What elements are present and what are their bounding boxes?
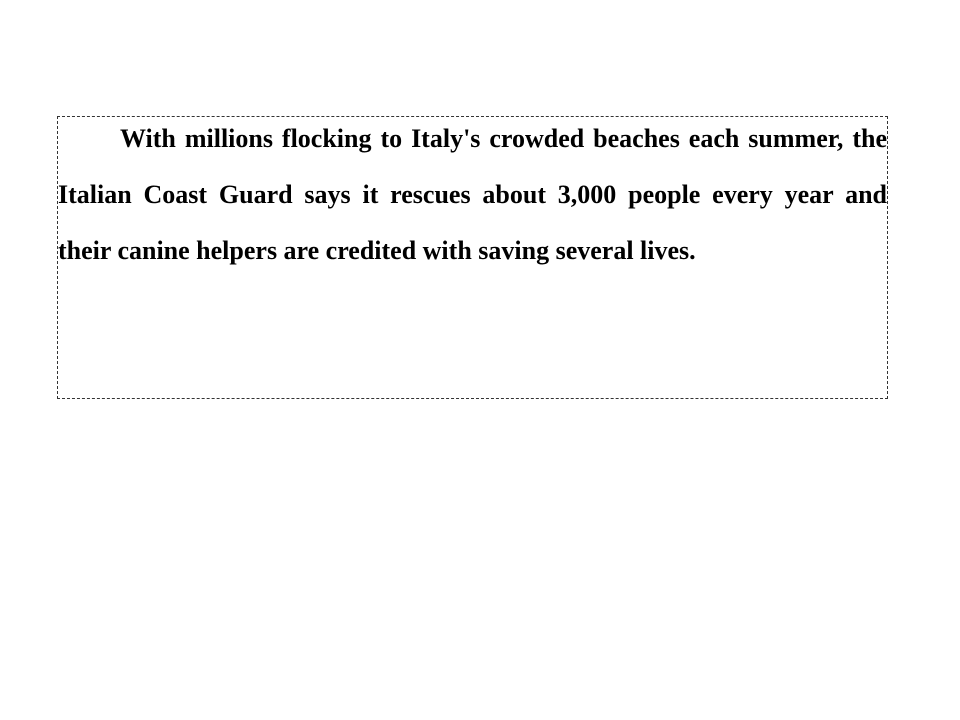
text-box (57, 116, 888, 399)
body-paragraph: With millions flocking to Italy's crowded beaches each summer, the Italian Coast Guard says it rescues about 3,000 people every year and their canine helpers are credited with saving several lives. (58, 124, 887, 265)
